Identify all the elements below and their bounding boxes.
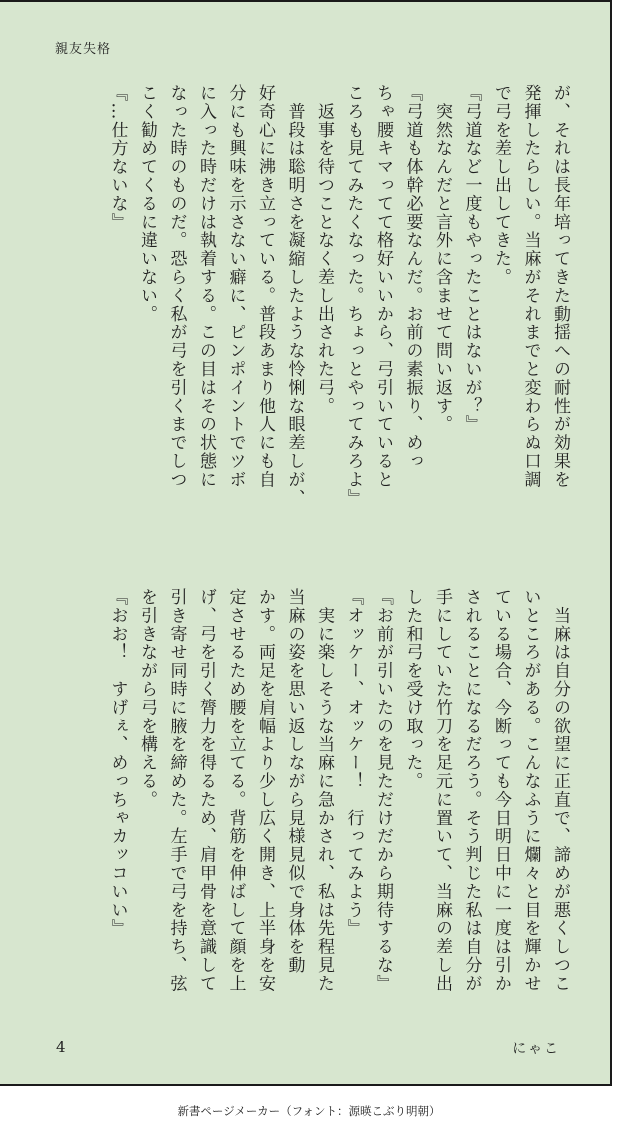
- book-title: 親友失格: [55, 42, 112, 57]
- text-line: 『…仕方ないな』: [107, 84, 128, 232]
- text-block-lower: [54, 588, 574, 1008]
- text-line: かす。両足を肩幅より少し広く開き、上半身を安: [255, 588, 275, 993]
- text-line: 普段は聡明さを凝縮したような怜悧な眼差しが、: [284, 84, 305, 508]
- text-line: 実に楽しそうな当麻に急かされ、私は先程見た: [314, 588, 334, 993]
- text-line: に入った時だけは執着する。この目はその状態に: [196, 84, 216, 489]
- text-line: 定させるため腰を立てる。背筋を伸ばして顔を上: [225, 588, 246, 993]
- author-name: にゃこ: [512, 1041, 560, 1057]
- text-block-upper: [54, 84, 574, 554]
- text-line: 好奇心に沸き立っている。普段あまり他人にも自: [255, 84, 275, 489]
- text-line: 引き寄せ同時に腋を締めた。左手で弓を持ち、弦: [166, 588, 187, 993]
- text-line: いところがある。こんなふうに爛々と目を輝かせ: [520, 588, 541, 993]
- text-line: した和弓を受け取った。: [402, 588, 423, 791]
- text-line: ころも見てみたくなった。ちょっとやってみろよ』: [343, 84, 364, 508]
- text-line: 『おお！ すげぇ、めっちゃカッコいい』: [107, 588, 128, 938]
- text-line: 『お前が引いたのを見ただけだから期待するな』: [373, 588, 393, 993]
- text-line: 返事を待つことなく差し出された弓。: [314, 84, 334, 416]
- text-line: が、それは長年培ってきた動揺への耐性が効果を: [550, 84, 570, 489]
- text-line: 『弓道など一度もやったことはないが？』: [461, 84, 482, 434]
- text-line: 『弓道も体幹必要なんだ。お前の素振り、めっ: [402, 84, 423, 471]
- text-line: されることになるだろう。そう判じた私は自分が: [461, 588, 482, 993]
- text-line: を引きながら弓を構える。: [137, 588, 157, 809]
- text-line: 突然なんだと言外に含ませて問い返す。: [432, 84, 452, 434]
- text-line: 手にしていた竹刀を足元に置いて、当麻の差し出: [432, 588, 452, 993]
- text-line: ちゃ腰キマってて格好いいから、弓引いていると: [373, 84, 393, 489]
- text-line: げ、弓を引く膂力を得るため、肩甲骨を意識して: [196, 588, 216, 993]
- generator-credit: 新書ページメーカー（フォント：源暎こぶり明朝）: [177, 1104, 441, 1118]
- text-line: 『オッケー、オッケー！ 行ってみよう』: [343, 588, 364, 938]
- text-line: 当麻の姿を思い返しながら見様見似で身体を動: [284, 588, 305, 975]
- text-line: なった時のものだ。恐らく私が弓を引くまでしつ: [166, 84, 187, 489]
- text-line: 当麻は自分の欲望に正直で、諦めが悪くしつこ: [550, 588, 570, 993]
- text-line: で弓を差し出してきた。: [491, 84, 511, 287]
- text-line: 発揮したらしい。当麻がそれまでと変わらぬ口調: [520, 84, 541, 489]
- text-line: こく勧めてくるに違いない。: [137, 84, 157, 324]
- page-number: 4: [56, 1038, 66, 1056]
- text-line: ている場合、今断っても今日明日中に一度は引か: [491, 588, 511, 993]
- text-line: 分にも興味を示さない癖に、ピンポイントでツボ: [225, 84, 246, 489]
